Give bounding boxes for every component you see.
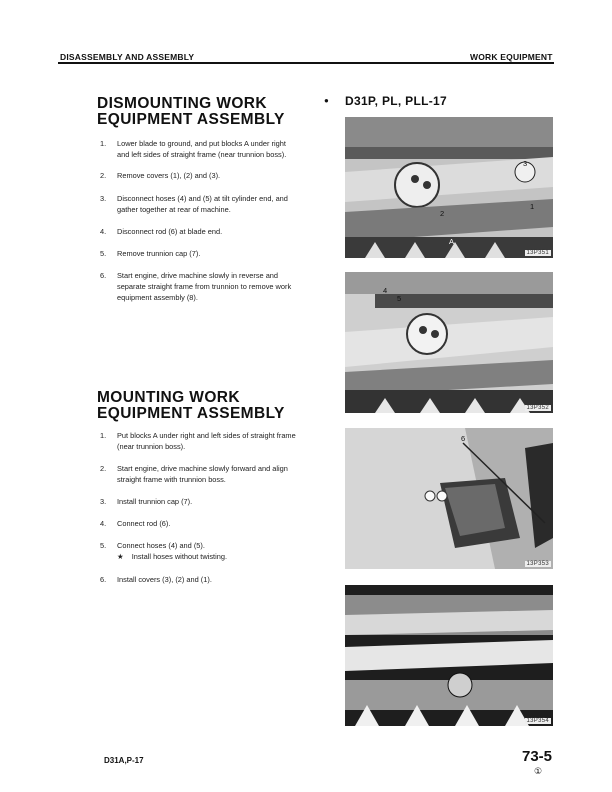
step-line: Connect rod (6).	[117, 519, 171, 528]
revision-mark: ①	[534, 766, 543, 776]
photo-13p354	[345, 585, 553, 726]
step-number: 3.	[100, 497, 107, 506]
step-line: Connect hoses (4) and (5).	[117, 541, 205, 550]
photo-ref: 13P353	[526, 561, 549, 567]
callout-label: A	[449, 237, 455, 246]
photo-2-drawing	[345, 272, 553, 413]
dismounting-title-line1: DISMOUNTING WORK	[97, 95, 267, 112]
step-number: 1.	[100, 139, 107, 148]
footer-model: D31A,P-17	[104, 756, 144, 765]
step-number: 6.	[100, 575, 107, 584]
step-number: 2.	[100, 464, 107, 473]
callout-label: 2	[440, 209, 445, 218]
photo-3-drawing	[345, 428, 553, 569]
step-line: Put blocks A under right and left sides of straight frame	[117, 431, 296, 440]
callout-label: 3	[523, 159, 528, 168]
step-number: 4.	[100, 227, 107, 236]
dismounting-title	[97, 96, 285, 128]
step-number: 6.	[100, 271, 107, 280]
header-rule	[58, 62, 554, 64]
callout-label: 5	[397, 294, 402, 303]
mounting-title	[97, 390, 285, 422]
step-number: 4.	[100, 519, 107, 528]
step-note	[117, 551, 227, 562]
photo-13p351	[345, 117, 553, 258]
step-number: 5.	[100, 249, 107, 258]
dismounting-title-line2: EQUIPMENT ASSEMBLY	[97, 111, 285, 128]
page-number: 73-5	[522, 748, 553, 765]
callout-label: 1	[530, 202, 535, 211]
step-note-text: Install hoses without twisting.	[131, 552, 228, 561]
mounting-title-line1: MOUNTING WORK	[97, 389, 240, 406]
step-line: Start engine, drive machine slowly forward and align	[117, 464, 288, 473]
callout-label: 6	[461, 434, 466, 443]
step-line: Start engine, drive machine slowly in reverse and	[117, 271, 279, 280]
step-line: gather together at rear of machine.	[117, 205, 231, 214]
step-line: Install trunnion cap (7).	[117, 497, 193, 506]
photo-4-drawing	[345, 585, 553, 726]
step-number: 3.	[100, 194, 107, 203]
step-number: 2.	[100, 171, 107, 180]
models-bullet: ●	[324, 96, 329, 105]
step-line: straight frame with trunnion boss.	[117, 475, 226, 484]
photo-13p352	[345, 272, 553, 413]
callout-label: 4	[383, 286, 388, 295]
header-chapter-title: WORK EQUIPMENT	[470, 52, 553, 62]
step-line: (near trunnion boss).	[117, 442, 186, 451]
photo-ref: 13P352	[526, 405, 549, 411]
step-line: equipment assembly (8).	[117, 293, 198, 302]
step-line: Disconnect hoses (4) and (5) at tilt cylinder end, and	[117, 194, 288, 203]
step-line: Install covers (3), (2) and (1).	[117, 575, 212, 584]
mounting-title-line2: EQUIPMENT ASSEMBLY	[97, 405, 285, 422]
step-line: Remove trunnion cap (7).	[117, 249, 201, 258]
photo-ref: 13P351	[526, 250, 549, 256]
step-line: Disconnect rod (6) at blade end.	[117, 227, 223, 236]
step-line: Remove covers (1), (2) and (3).	[117, 171, 221, 180]
step-line: Lower blade to ground, and put blocks A under right	[117, 139, 286, 148]
step-line: separate straight frame from trunnion to remove work	[117, 282, 292, 291]
photo-ref: 13P354	[526, 718, 549, 724]
step-line: and left sides of straight frame (near trunnion boss).	[117, 150, 287, 159]
step-number: 5.	[100, 541, 107, 550]
header-section-title: DISASSEMBLY AND ASSEMBLY	[60, 52, 195, 62]
star-icon: ★	[117, 552, 124, 561]
models-label: D31P, PL, PLL-17	[345, 94, 447, 108]
step-number: 1.	[100, 431, 107, 440]
photo-13p353	[345, 428, 553, 569]
